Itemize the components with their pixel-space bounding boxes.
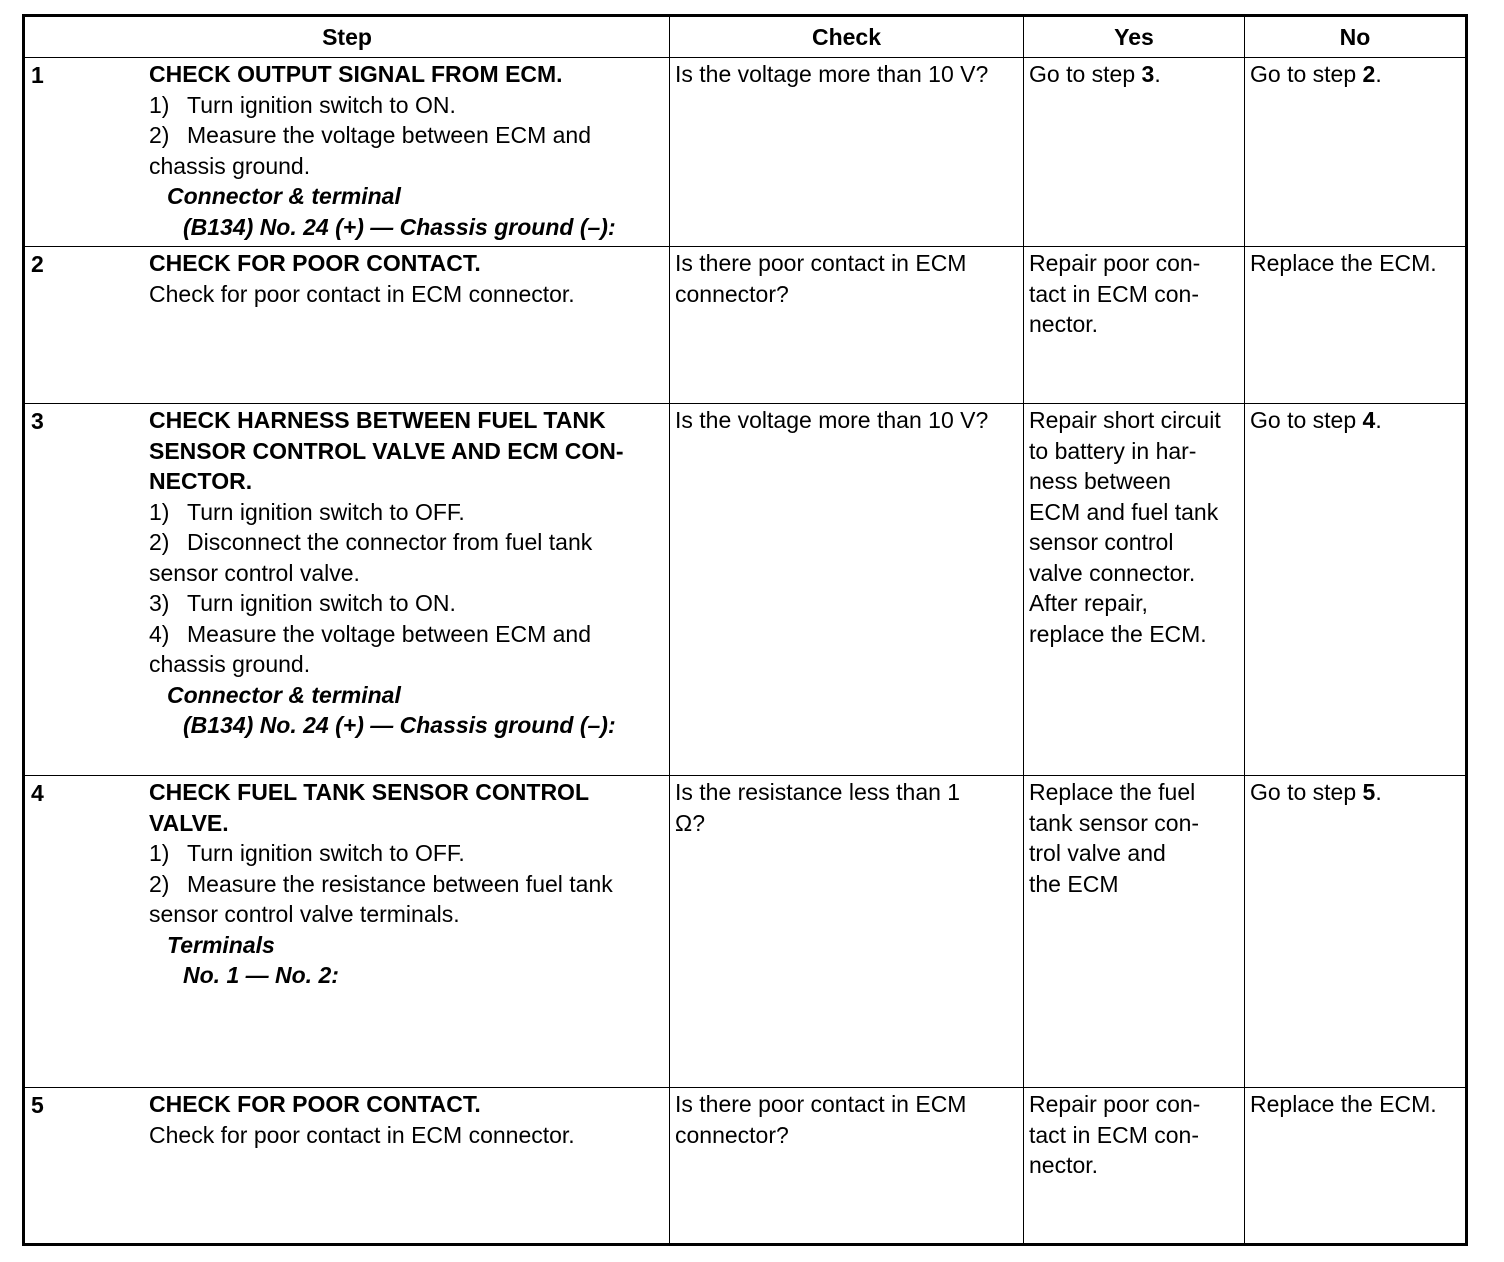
yes-text: valve connector. xyxy=(1029,559,1196,586)
yes-text: After repair, xyxy=(1029,590,1148,616)
instruction-continued: sensor control valve terminals. xyxy=(149,901,460,927)
yes-text: Repair short circuit xyxy=(1029,407,1221,433)
yes-text: sensor control xyxy=(1029,529,1174,555)
step-number: 2 xyxy=(31,251,44,277)
check-text: connector? xyxy=(675,280,789,307)
check-cell xyxy=(670,404,1024,776)
no-step-ref: 5 xyxy=(1362,779,1376,805)
spec-value: No. 1 — No. 2: xyxy=(183,962,339,988)
no-step-ref: 4 xyxy=(1362,407,1376,433)
yes-text: trol valve and xyxy=(1029,840,1166,866)
check-cell xyxy=(670,247,1024,404)
yes-text: ECM and fuel tank xyxy=(1029,498,1219,525)
yes-text: Replace the fuel xyxy=(1029,779,1196,805)
yes-suffix: . xyxy=(1154,61,1161,87)
table-row xyxy=(24,1088,1467,1245)
instruction-continued: sensor control valve. xyxy=(149,559,360,586)
check-text: Is the resistance less than 1 xyxy=(675,779,961,805)
step-number: 4 xyxy=(31,780,44,806)
check-text: Is there poor contact in ECM xyxy=(675,1091,967,1117)
spec-heading: Connector & terminal xyxy=(167,183,401,209)
spec-heading: Terminals xyxy=(167,931,275,958)
yes-text: nector. xyxy=(1029,1152,1099,1178)
yes-text: Repair poor con- xyxy=(1029,1091,1201,1117)
step-cell xyxy=(24,404,670,776)
instruction: 3) Turn ignition switch to ON. xyxy=(149,590,456,616)
check-text: Is there poor contact in ECM xyxy=(675,250,967,276)
no-text: Replace the ECM. xyxy=(1250,1091,1437,1117)
yes-cell xyxy=(1024,1088,1245,1245)
step-title: CHECK OUTPUT SIGNAL FROM ECM. xyxy=(149,61,563,87)
instruction: 1) Turn ignition switch to OFF. xyxy=(149,498,465,525)
no-cell xyxy=(1245,1088,1467,1245)
instruction: 1) Turn ignition switch to ON. xyxy=(149,91,456,118)
instruction: 2) Measure the resistance between fuel tank xyxy=(149,870,613,897)
step-title: SENSOR CONTROL VALVE AND ECM CON- xyxy=(149,437,624,464)
step-title: CHECK FUEL TANK SENSOR CONTROL xyxy=(149,779,589,805)
no-text: Replace the ECM. xyxy=(1250,250,1437,276)
spec-value: (B134) No. 24 (+) — Chassis ground (–): xyxy=(183,213,616,240)
yes-text: replace the ECM. xyxy=(1029,620,1207,647)
table-row xyxy=(24,247,1467,404)
header-yes: Yes xyxy=(1024,16,1245,58)
header-row xyxy=(24,16,1467,58)
header-check: Check xyxy=(670,16,1024,58)
check-cell xyxy=(670,776,1024,1088)
no-cell xyxy=(1245,404,1467,776)
yes-text: the ECM xyxy=(1029,870,1119,897)
table-row xyxy=(24,404,1467,776)
yes-text: tact in ECM con- xyxy=(1029,1121,1199,1148)
yes-text: to battery in har- xyxy=(1029,437,1197,464)
yes-text: tank sensor con- xyxy=(1029,809,1200,836)
header-no: No xyxy=(1245,16,1467,58)
yes-text: Repair poor con- xyxy=(1029,250,1201,276)
no-step-ref: 2 xyxy=(1362,61,1376,87)
spec-value: (B134) No. 24 (+) — Chassis ground (–): xyxy=(183,712,616,738)
header-step: Step xyxy=(24,16,670,58)
step-cell xyxy=(24,58,670,247)
instruction: 4) Measure the voltage between ECM and xyxy=(149,620,592,647)
no-cell xyxy=(1245,776,1467,1088)
diagnostic-table xyxy=(22,14,1468,1246)
yes-text: Go to step xyxy=(1029,61,1142,87)
no-suffix: . xyxy=(1375,407,1382,433)
instruction: 2) Disconnect the connector from fuel tank xyxy=(149,529,593,555)
no-text: Go to step xyxy=(1250,61,1363,87)
no-suffix: . xyxy=(1375,779,1382,805)
yes-text: nector. xyxy=(1029,311,1099,337)
table-row xyxy=(24,776,1467,1088)
no-text: Go to step xyxy=(1250,407,1363,433)
check-cell xyxy=(670,1088,1024,1245)
no-cell xyxy=(1245,58,1467,247)
step-title: CHECK FOR POOR CONTACT. xyxy=(149,250,481,276)
yes-cell xyxy=(1024,247,1245,404)
instruction-continued: chassis ground. xyxy=(149,152,311,179)
no-cell xyxy=(1245,247,1467,404)
step-body: Check for poor contact in ECM connector. xyxy=(149,280,575,307)
step-cell xyxy=(24,776,670,1088)
step-number: 1 xyxy=(31,62,44,88)
check-text: Ω? xyxy=(675,809,705,836)
step-title: VALVE. xyxy=(149,809,229,836)
step-title: CHECK HARNESS BETWEEN FUEL TANK xyxy=(149,407,606,433)
step-number: 5 xyxy=(31,1092,44,1118)
step-title: NECTOR. xyxy=(149,468,253,494)
yes-text: tact in ECM con- xyxy=(1029,280,1199,307)
instruction: 1) Turn ignition switch to OFF. xyxy=(149,840,465,866)
check-text: connector? xyxy=(675,1121,789,1148)
check-text: Is the voltage more than 10 V? xyxy=(675,61,989,87)
step-number: 3 xyxy=(31,408,44,434)
instruction: 2) Measure the voltage between ECM and xyxy=(149,122,592,148)
check-text: Is the voltage more than 10 V? xyxy=(675,407,989,433)
spec-heading: Connector & terminal xyxy=(167,681,401,708)
check-cell xyxy=(670,58,1024,247)
yes-cell xyxy=(1024,404,1245,776)
yes-cell xyxy=(1024,58,1245,247)
yes-cell xyxy=(1024,776,1245,1088)
instruction-continued: chassis ground. xyxy=(149,651,311,677)
yes-text: ness between xyxy=(1029,468,1171,494)
no-suffix: . xyxy=(1375,61,1382,87)
yes-step-ref: 3 xyxy=(1141,61,1155,87)
step-cell xyxy=(24,1088,670,1245)
step-title: CHECK FOR POOR CONTACT. xyxy=(149,1091,481,1117)
no-text: Go to step xyxy=(1250,779,1363,805)
table-row xyxy=(24,58,1467,247)
step-body: Check for poor contact in ECM connector. xyxy=(149,1121,575,1148)
step-cell xyxy=(24,247,670,404)
